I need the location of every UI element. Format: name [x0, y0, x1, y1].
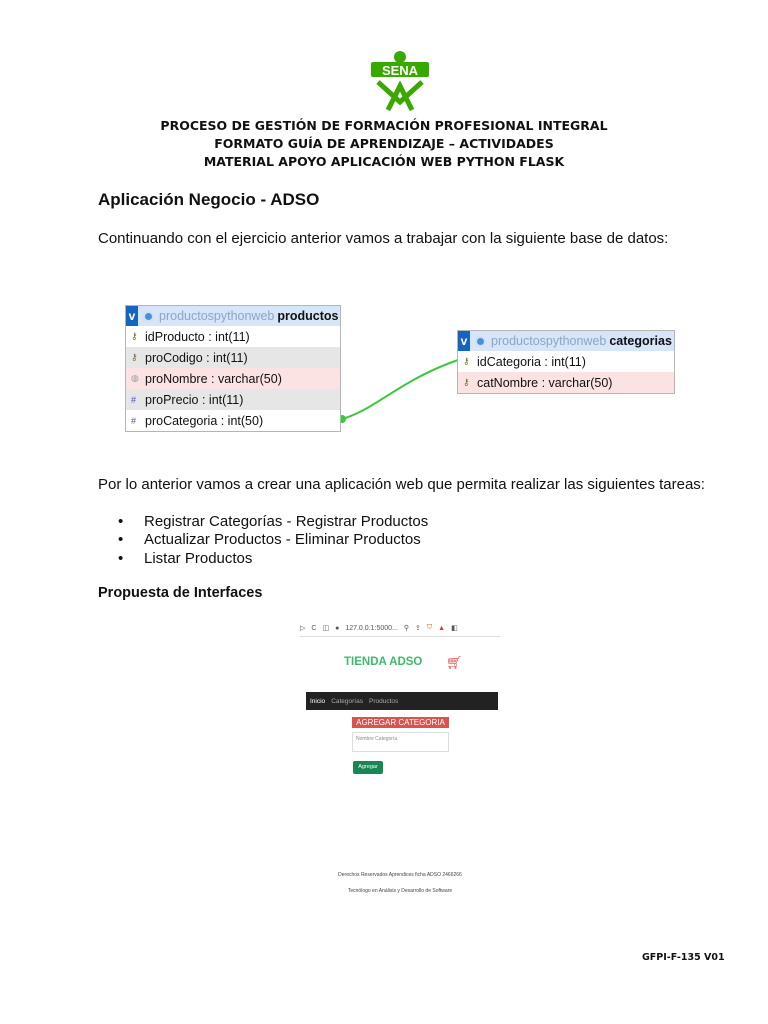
svg-text:SENA: SENA	[381, 63, 419, 78]
field-row: ⚷ idCategoria : int(11)	[463, 354, 586, 369]
table-header	[126, 306, 340, 326]
nav-productos[interactable]: Productos	[368, 697, 399, 705]
bullet-item: • Actualizar Productos - Eliminar Productos	[118, 531, 421, 548]
nav-inicio[interactable]: Inicio	[310, 697, 326, 705]
paragraph-2: Por lo anterior vamos a crear una aplicación web que permita realizar las siguientes tareas:	[98, 476, 705, 493]
url-text[interactable]: 127.0.0.1:5000...	[345, 624, 398, 632]
back-icon[interactable]: ▷	[300, 625, 306, 632]
table-productos[interactable]	[125, 305, 341, 432]
bullet-item: • Listar Productos	[118, 550, 253, 567]
header-line-2: FORMATO GUÍA DE APRENDIZAJE – ACTIVIDADES	[214, 136, 554, 151]
key-icon: ⚷	[463, 377, 470, 387]
sidebar-icon[interactable]: ◧	[451, 625, 458, 632]
gear-icon	[475, 336, 486, 347]
bookmark-icon[interactable]: ◫	[322, 625, 330, 632]
footer-line-1: Derechos Reservados Aprendices ficha ADSO 2466266	[338, 872, 462, 878]
reload-icon[interactable]: C	[311, 624, 317, 632]
share-icon[interactable]: ⇪	[415, 625, 421, 632]
add-button[interactable]: Agregar	[353, 761, 383, 774]
cart-icon[interactable]: 🛒︎	[446, 655, 463, 670]
table-name: productos	[277, 309, 339, 323]
db-name: productospythonweb	[491, 334, 607, 348]
hash-icon: #	[131, 394, 137, 405]
field-row: ⚷ catNombre : varchar(50)	[458, 372, 674, 393]
form-title: AGREGAR CATEGORIA	[352, 717, 449, 728]
section-subtitle: Propuesta de Interfaces	[98, 585, 263, 601]
info-icon: ●	[335, 624, 340, 632]
collapse-icon[interactable]: v	[458, 331, 470, 351]
doc-code: GFPI-F-135 V01	[642, 952, 725, 963]
db-name: productospythonweb	[159, 309, 275, 323]
table-header	[458, 331, 674, 351]
bullet-item: • Registrar Categorías - Registrar Productos	[118, 513, 429, 530]
hash-icon: #	[131, 415, 137, 426]
field-row: ⚷ proCodigo : int(11)	[126, 347, 340, 368]
browser-bar	[300, 620, 500, 637]
field-row: ⚷ idProducto : int(11)	[131, 329, 250, 344]
category-input[interactable]: Nombre Categoría	[352, 732, 449, 752]
page-title: Aplicación Negocio - ADSO	[98, 190, 320, 209]
field-row: # proPrecio : int(11)	[126, 389, 340, 410]
shield-icon[interactable]: ⛉	[426, 624, 433, 631]
key-icon: ⚷	[463, 356, 470, 366]
table-name: categorias	[609, 334, 672, 348]
sena-logo	[368, 50, 432, 112]
field-row: # proCategoria : int(50)	[131, 413, 264, 428]
header-line-1: PROCESO DE GESTIÓN DE FORMACIÓN PROFESIONAL INTEGRAL	[160, 118, 608, 133]
mock-navbar	[306, 692, 498, 710]
field-row: ◍ proNombre : varchar(50)	[126, 368, 340, 389]
gear-icon	[143, 311, 154, 322]
index-icon: ◍	[131, 373, 139, 383]
key-icon: ⚷	[131, 331, 138, 341]
triangle-icon[interactable]: ▲	[438, 624, 446, 632]
intro-paragraph: Continuando con el ejercicio anterior vamos a trabajar con la siguiente base de datos:	[98, 230, 669, 247]
header-line-3: MATERIAL APOYO APLICACIÓN WEB PYTHON FLASK	[203, 154, 565, 169]
search-icon[interactable]: ⚲	[403, 625, 409, 632]
key-icon: ⚷	[131, 352, 138, 362]
collapse-icon[interactable]: v	[126, 306, 138, 326]
brand-title: TIENDA ADSO	[344, 656, 423, 668]
relation-line	[330, 340, 470, 430]
nav-categorias[interactable]: Categorías	[331, 697, 363, 705]
table-categorias[interactable]	[457, 330, 675, 394]
footer-line-2: Tecnólogo en Análisis y Desarrollo de Software	[347, 888, 453, 894]
